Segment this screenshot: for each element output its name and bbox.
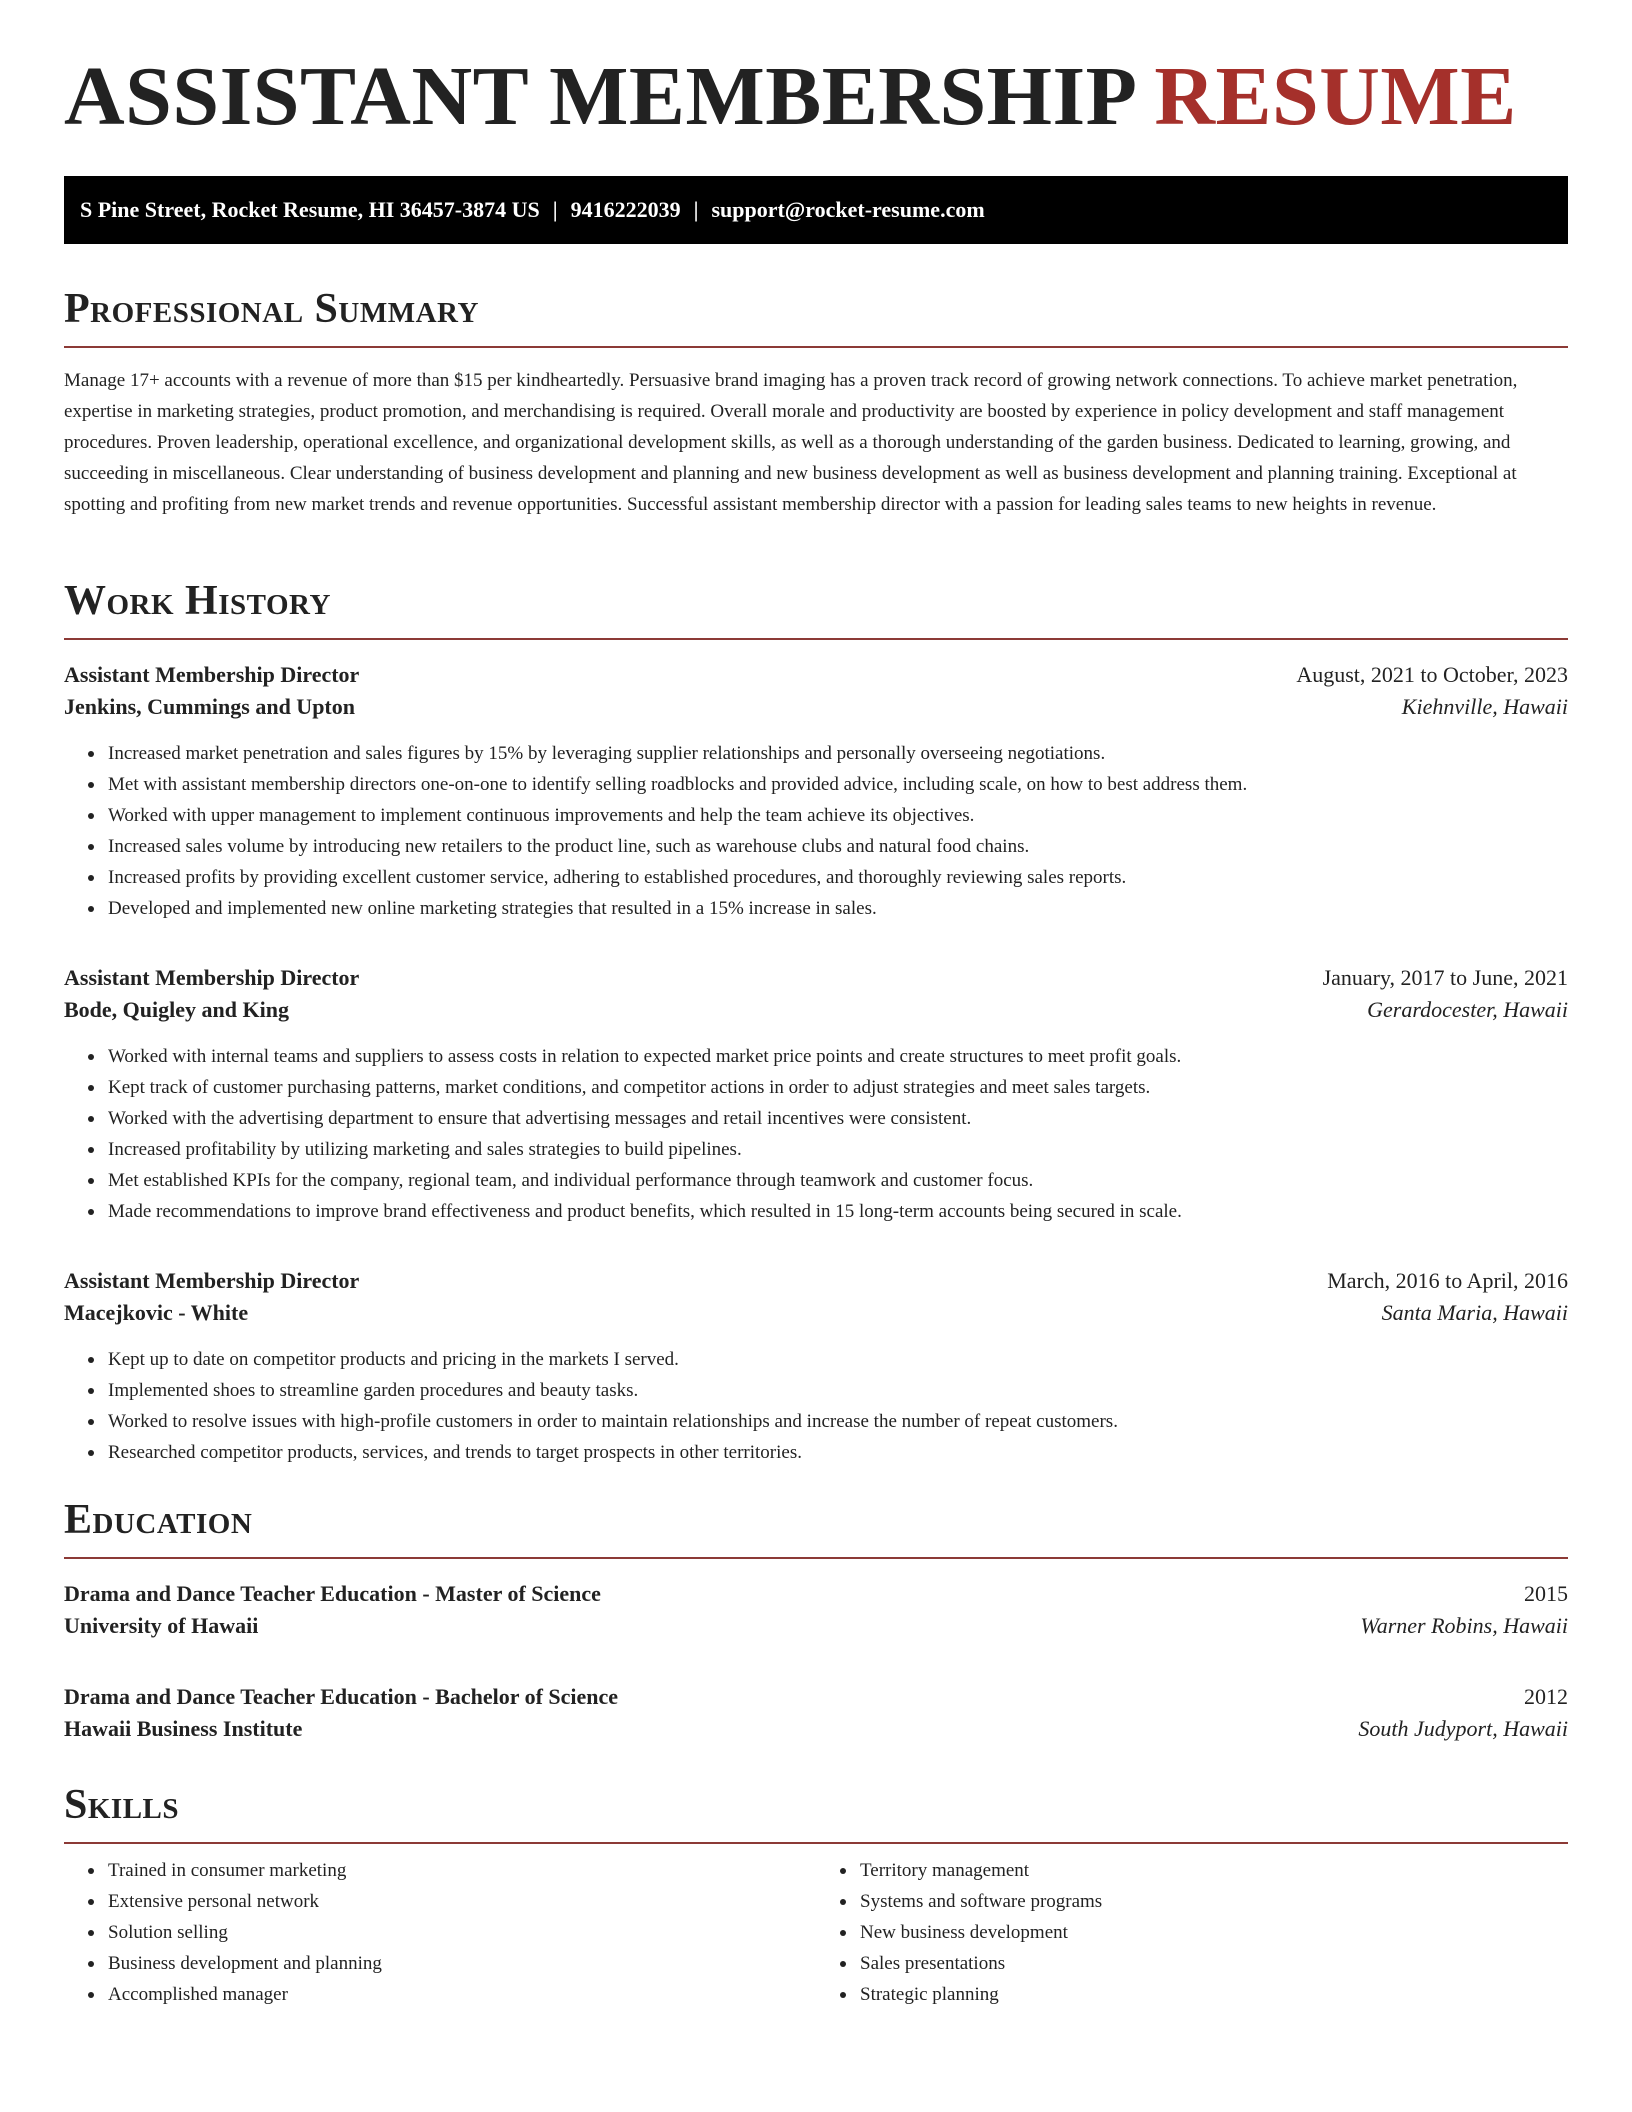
job-title: Assistant Membership Director [64, 662, 360, 687]
section-divider [64, 1842, 1568, 1844]
contact-separator: | [552, 197, 558, 222]
skills-columns [64, 1855, 1568, 2010]
list-item: Increased profits by providing excellent customer service, adhering to established procedures, and thoroughly reviewing sales reports. [108, 862, 1568, 893]
contact-email[interactable]: support@rocket-resume.com [711, 197, 985, 222]
list-item: Increased profitability by utilizing marketing and sales strategies to build pipelines. [108, 1134, 1568, 1165]
contact-separator: | [693, 197, 699, 222]
list-item: Increased market penetration and sales figures by 15% by leveraging supplier relationships and personally overseeing negotiations. [108, 738, 1568, 769]
education-entry [64, 1684, 1568, 1742]
job-company: Bode, Quigley and King [64, 997, 289, 1022]
job-dates: March, 2016 to April, 2016 [1327, 1268, 1568, 1293]
job-title: Assistant Membership Director [64, 965, 360, 990]
list-item: Developed and implemented new online marketing strategies that resulted in a 15% increase in sales. [108, 893, 1568, 924]
list-item: Met with assistant membership directors one-on-one to identify selling roadblocks and provided advice, including scale, on how to best address them. [108, 769, 1568, 800]
education-degree: Drama and Dance Teacher Education - Master of Science [64, 1581, 601, 1606]
section-heading-skills: Skills [64, 1782, 180, 1828]
job-company-row [64, 694, 1568, 720]
list-item: Kept track of customer purchasing patterns, market conditions, and competitor actions in order to adjust strategies and meet sales targets. [108, 1072, 1568, 1103]
list-item: Implemented shoes to streamline garden procedures and beauty tasks. [108, 1375, 1568, 1406]
job-dates: January, 2017 to June, 2021 [1322, 965, 1568, 990]
list-item: Worked with upper management to implement continuous improvements and help the team achieve its objectives. [108, 800, 1568, 831]
list-item: Territory management [860, 1855, 1568, 1886]
job-dates: August, 2021 to October, 2023 [1296, 662, 1568, 687]
title-main: ASSISTANT MEMBERSHIP [64, 50, 1133, 143]
education-location: Warner Robins, Hawaii [1360, 1613, 1568, 1638]
job-company-row [64, 1300, 1568, 1326]
education-degree: Drama and Dance Teacher Education - Bachelor of Science [64, 1684, 619, 1709]
job-entry [64, 965, 1568, 1227]
list-item: Researched competitor products, services, and trends to target prospects in other territories. [108, 1437, 1568, 1468]
skills-list-left [64, 1855, 816, 2010]
list-item: New business development [860, 1917, 1568, 1948]
education-school-row [64, 1613, 1568, 1639]
contact-address: S Pine Street, Rocket Resume, HI 36457-3874 US [80, 197, 540, 222]
list-item: Increased sales volume by introducing new retailers to the product line, such as warehouse clubs and natural food chains. [108, 831, 1568, 862]
list-item: Sales presentations [860, 1948, 1568, 1979]
education-school: University of Hawaii [64, 1613, 259, 1638]
job-bullets [64, 1041, 1568, 1227]
contact-bar [64, 176, 1568, 244]
job-location: Kiehnville, Hawaii [1401, 694, 1568, 719]
list-item: Kept up to date on competitor products and pricing in the markets I served. [108, 1344, 1568, 1375]
title-accent: RESUME [1154, 50, 1517, 143]
list-item: Extensive personal network [108, 1886, 816, 1917]
list-item: Worked with internal teams and suppliers to assess costs in relation to expected market price points and create structures to meet profit goals. [108, 1041, 1568, 1072]
job-company-row [64, 997, 1568, 1023]
section-divider [64, 638, 1568, 640]
list-item: Worked with the advertising department to ensure that advertising messages and retail incentives were consistent. [108, 1103, 1568, 1134]
job-bullets [64, 1344, 1568, 1468]
education-school-row [64, 1716, 1568, 1742]
job-entry [64, 1268, 1568, 1468]
section-heading-work-history: Work History [64, 578, 331, 624]
job-location: Santa Maria, Hawaii [1381, 1300, 1568, 1325]
job-header-row [64, 662, 1568, 688]
contact-phone[interactable]: 9416222039 [570, 197, 681, 222]
list-item: Business development and planning [108, 1948, 816, 1979]
resume-title [64, 0, 1568, 143]
list-item: Worked to resolve issues with high-profile customers in order to maintain relationships and increase the number of repeat customers. [108, 1406, 1568, 1437]
section-heading-education: Education [64, 1497, 253, 1543]
job-bullets [64, 738, 1568, 924]
summary-text: Manage 17+ accounts with a revenue of more than $15 per kindheartedly. Persuasive brand imaging has a proven track record of growing network connections. To achieve market penetration, expertise in marketing strategies, product promotion, and merchandising is required. Overall morale and productivity are boosted by experience in policy development and staff management procedures. Proven leadership, operational excellence, and organizational development skills, as well as a thorough understanding of the garden business. Dedicated to learning, growing, and succeeding in miscellaneous. Clear understanding of business development and planning and new business development as well as business development and planning training. Exceptional at spotting and profiting from new market trends and revenue opportunities. Successful assistant membership director with a passion for leading sales teams to new heights in revenue. [64, 370, 1518, 515]
job-header-row [64, 965, 1568, 991]
section-divider [64, 346, 1568, 348]
education-location: South Judyport, Hawaii [1358, 1716, 1568, 1741]
job-title: Assistant Membership Director [64, 1268, 360, 1293]
list-item: Trained in consumer marketing [108, 1855, 816, 1886]
section-heading-summary: Professional Summary [64, 286, 479, 332]
education-degree-row [64, 1684, 1568, 1710]
education-year: 2015 [1524, 1581, 1568, 1606]
job-header-row [64, 1268, 1568, 1294]
job-company: Jenkins, Cummings and Upton [64, 694, 355, 719]
job-location: Gerardocester, Hawaii [1367, 997, 1568, 1022]
summary-section [64, 284, 1568, 520]
list-item: Made recommendations to improve brand effectiveness and product benefits, which resulted in 15 long-term accounts being secured in scale. [108, 1196, 1568, 1227]
education-section [64, 1495, 1568, 1559]
skills-list-right [816, 1855, 1568, 2010]
list-item: Met established KPIs for the company, regional team, and individual performance through teamwork and customer focus. [108, 1165, 1568, 1196]
list-item: Strategic planning [860, 1979, 1568, 2010]
education-year: 2012 [1524, 1684, 1568, 1709]
list-item: Solution selling [108, 1917, 816, 1948]
job-entry [64, 662, 1568, 924]
skills-section [64, 1780, 1568, 2010]
section-divider [64, 1557, 1568, 1559]
job-company: Macejkovic - White [64, 1300, 249, 1325]
education-degree-row [64, 1581, 1568, 1607]
education-school: Hawaii Business Institute [64, 1716, 303, 1741]
work-history-section [64, 576, 1568, 640]
list-item: Accomplished manager [108, 1979, 816, 2010]
education-entry [64, 1581, 1568, 1639]
list-item: Systems and software programs [860, 1886, 1568, 1917]
